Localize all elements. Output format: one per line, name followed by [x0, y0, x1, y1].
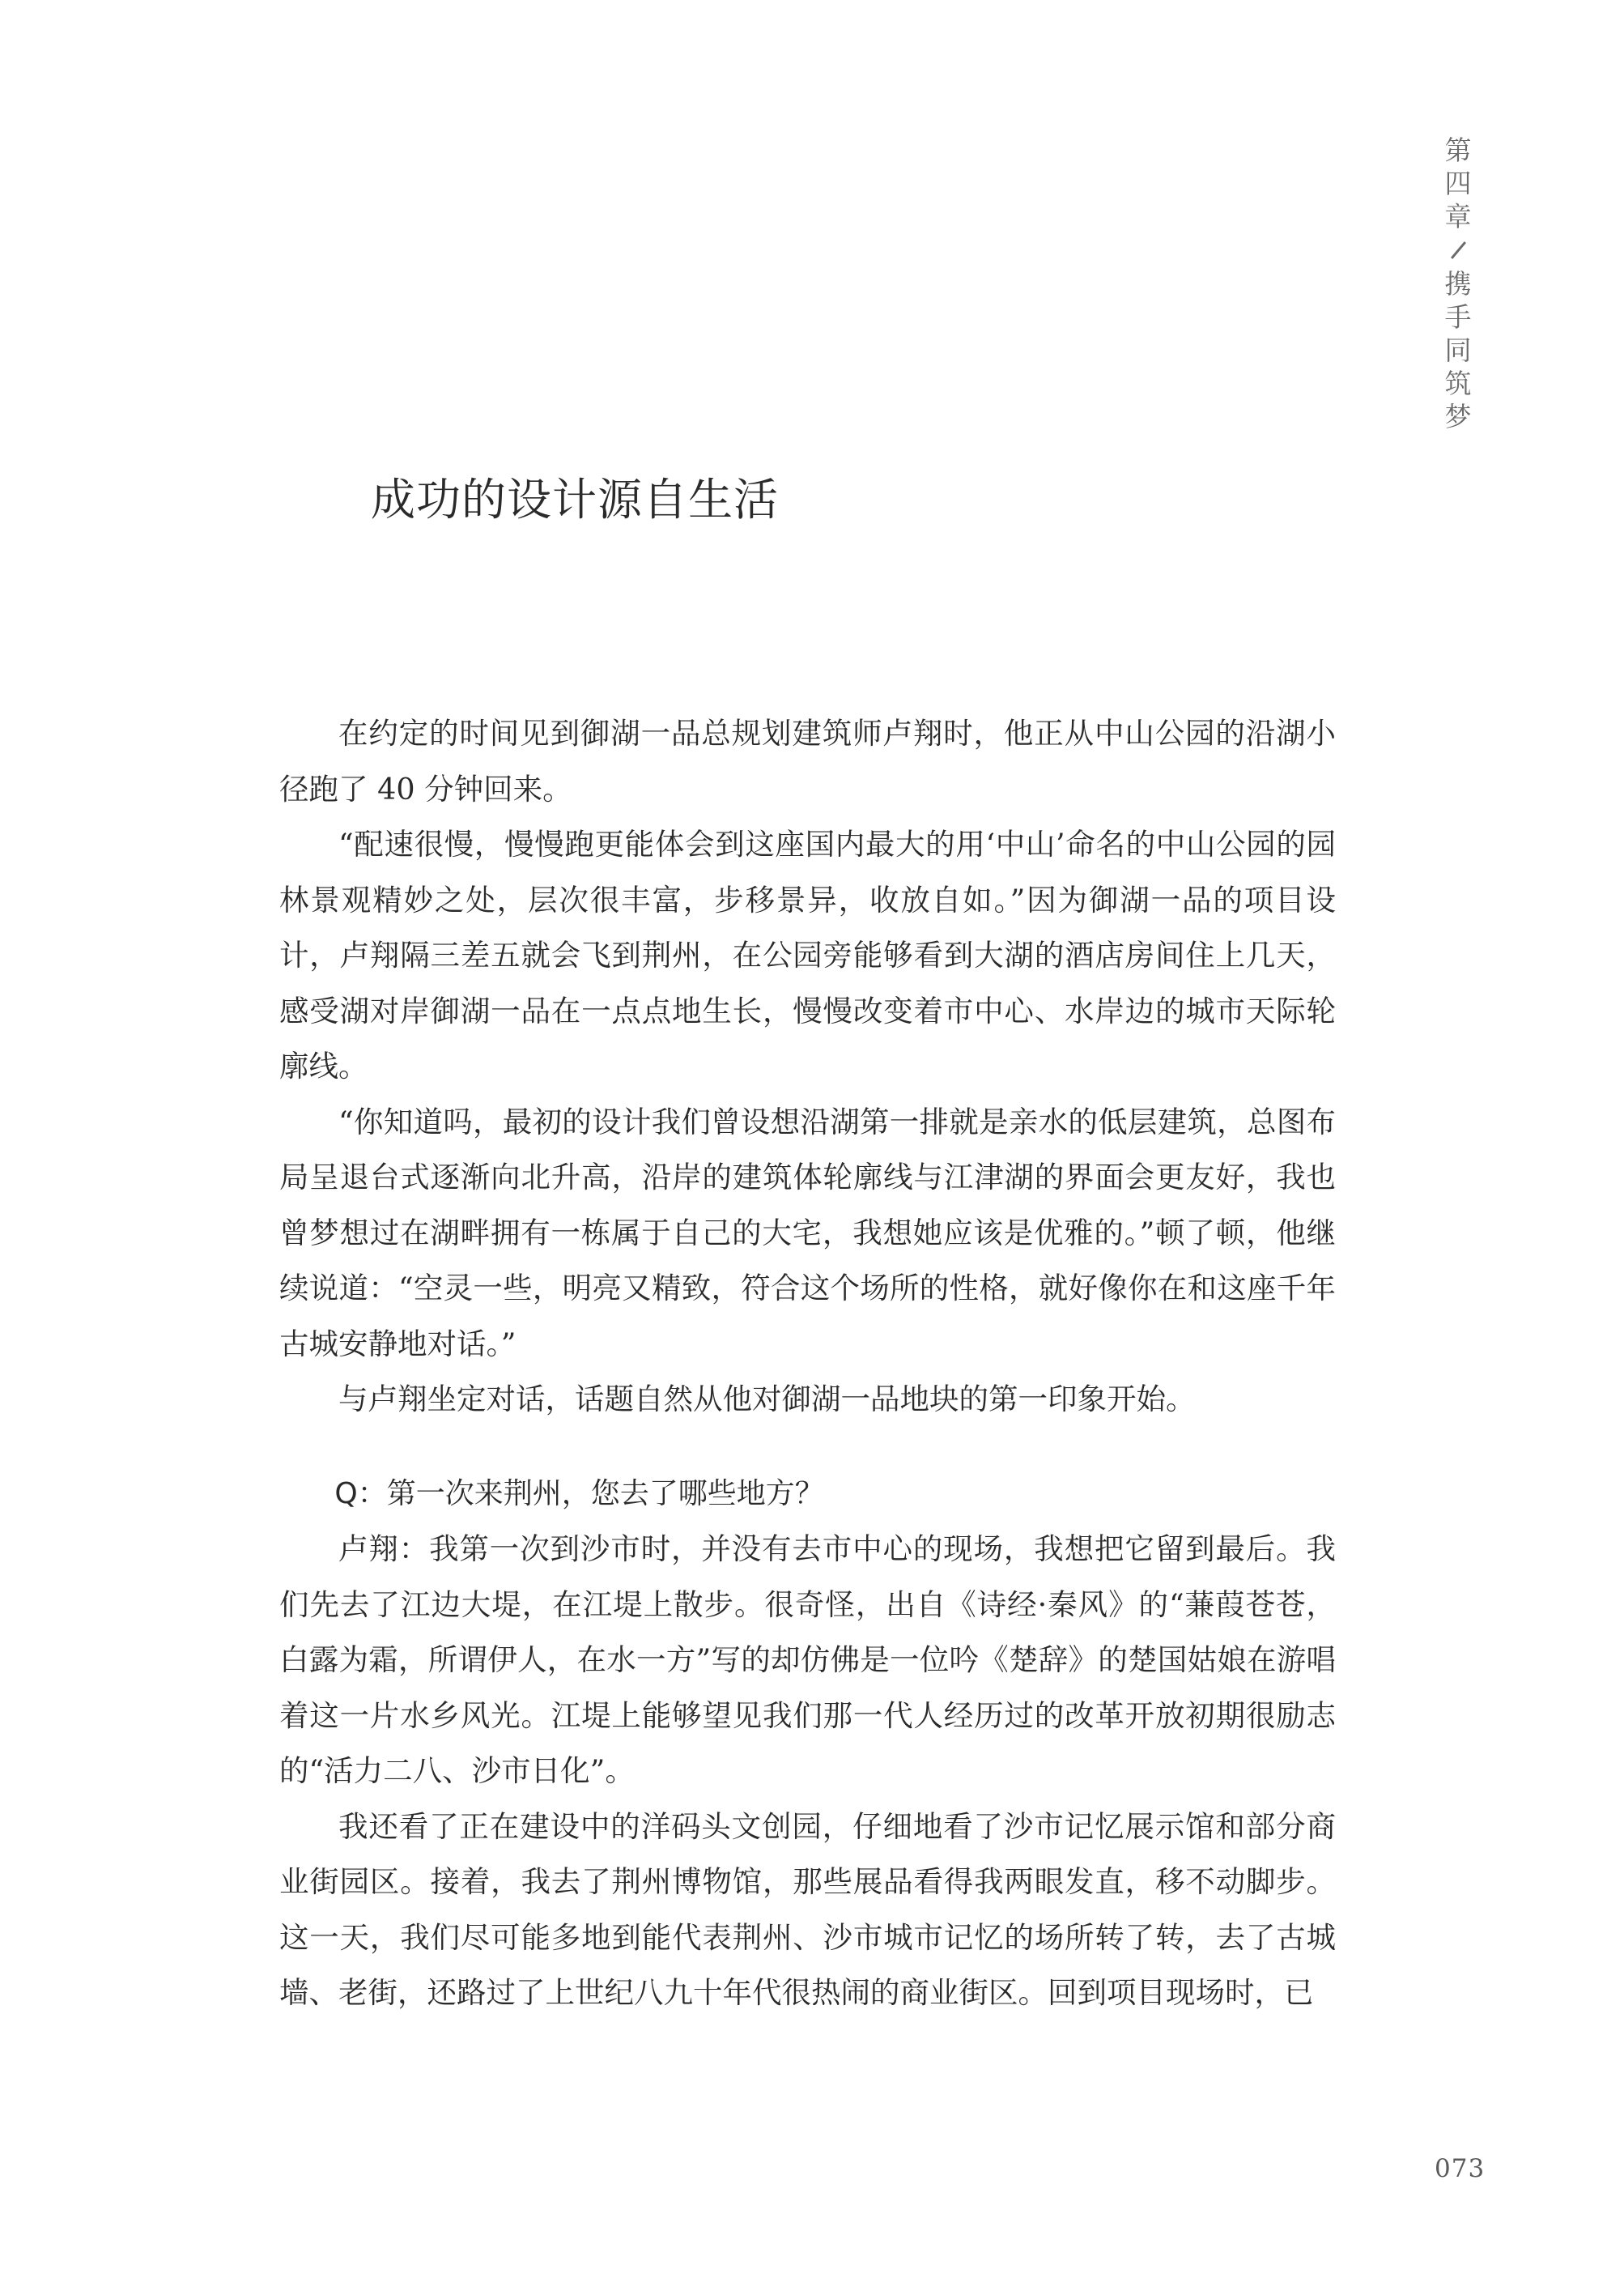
running-head-char: 四 — [1444, 168, 1472, 199]
paragraph: “配速很慢，慢慢跑更能体会到这座国内最大的用‘中山’命名的中山公园的园林景观精妙之处，层次很丰富，步移景异，收放自如。”因为御湖一品的项目设计，卢翔隔三差五就会飞到荆州，在公园旁能够看到大湖的酒店房间住上几天，感受湖对岸御湖一品在一点点地生长，慢慢改变着市中心、水岸边的城市天际轮廓线。 — [279, 827, 1336, 1084]
running-head-char: 梦 — [1444, 401, 1472, 432]
running-head-char: 同 — [1444, 334, 1472, 366]
running-head-title — [1445, 267, 1472, 433]
running-head — [1435, 134, 1482, 433]
running-head-char: 章 — [1444, 201, 1472, 232]
running-head-chapter — [1445, 134, 1472, 233]
page-number: 073 — [1435, 2154, 1486, 2183]
running-head-char: 第 — [1444, 134, 1472, 166]
interview-question: Q：第一次来荆州，您去了哪些地方？ — [334, 1476, 824, 1510]
paragraph: “你知道吗，最初的设计我们曾设想沿湖第一排就是亲水的低层建筑，总图布局呈退台式逐渐向北升高，沿岸的建筑体轮廓线与江津湖的界面会更友好，我也曾梦想过在湖畔拥有一栋属于自己的大宅，我想她应该是优雅的。”顿了顿，他继续说道：“空灵一些，明亮又精致，符合这个场所的性格，就好像你在和这座千年古城安静地对话。” — [279, 1104, 1336, 1361]
chapter-title: 成功的设计源自生活 — [371, 474, 780, 526]
answer-paragraph: 卢翔：我第一次到沙市时，并没有去市中心的现场，我想把它留到最后。我们先去了江边大堤，在江堤上散步。很奇怪，出自《诗经·秦风》的“蒹葭苍苍，白露为霜，所谓伊人，在水一方”写的却仿佛是一位吟《楚辞》的楚国姑娘在游唱着这一片水乡风光。江堤上能够望见我们那一代人经历过的改革开放初期很励志的“活力二八、沙市日化”。 — [279, 1531, 1336, 1788]
running-head-char: 筑 — [1444, 368, 1472, 399]
paragraph: 与卢翔坐定对话，话题自然从他对御湖一品地块的第一印象开始。 — [338, 1382, 1196, 1416]
paragraph: 在约定的时间见到御湖一品总规划建筑师卢翔时，他正从中山公园的沿湖小径跑了 40 分钟回来。 — [279, 716, 1336, 807]
running-head-char: 手 — [1444, 301, 1472, 333]
answer-paragraph: 我还看了正在建设中的洋码头文创园，仔细地看了沙市记忆展示馆和部分商业街园区。接着，我去了荆州博物馆，那些展品看得我两眼发直，移不动脚步。这一天，我们尽可能多地到能代表荆州、沙市城市记忆的场所转了转，去了古城墙、老街，还路过了上世纪八九十年代很热闹的商业街区。回到项目现场时，已 — [279, 1808, 1336, 2010]
running-head-char: 携 — [1444, 268, 1472, 300]
running-head-separator — [1450, 241, 1465, 259]
body-text — [279, 706, 1336, 2021]
section-gap — [279, 1428, 1336, 1467]
